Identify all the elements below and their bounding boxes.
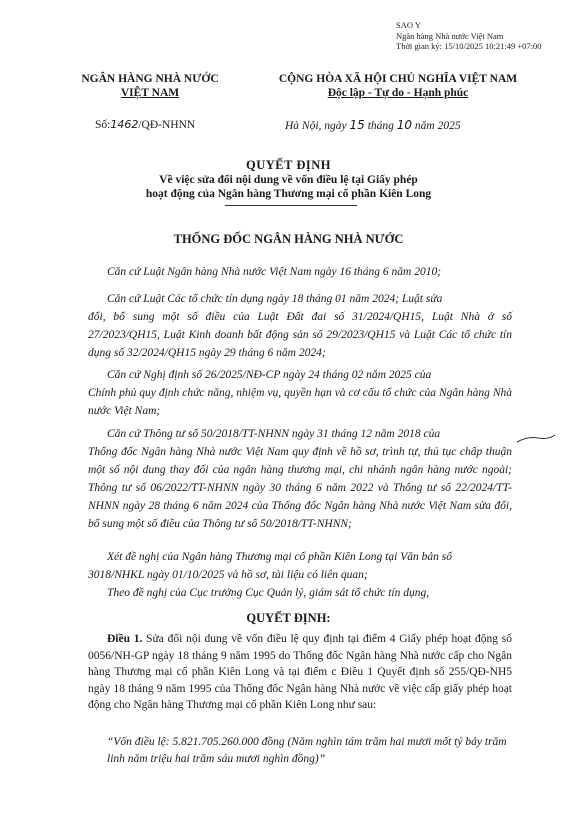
issuing-agency	[70, 72, 230, 100]
document-number-suffix: /QĐ-NHNN	[138, 119, 196, 131]
nation-name: CỘNG HÒA XÃ HỘI CHỦ NGHĨA VIỆT NAM	[278, 73, 518, 85]
place-and-date	[285, 118, 461, 132]
article-1	[88, 631, 512, 714]
subject-line2: hoạt động của Ngân hàng Thương mại cổ phần Kiên Long	[145, 188, 432, 200]
legal-basis-3	[88, 366, 512, 420]
article-1-text: Sửa đổi nội dung về vốn điều lệ quy định tại điểm 4 Giấy phép hoạt động số 0056/NH-GP ngày 18 tháng 9 năm 1995 do Thống đốc Ngân hàng Nhà nước cấp cho Ngân hàng Thương mại cổ phần Kiên Long và tại điểm c Điều 1 Quyết định số 255/QĐ-NH5 ngày 18 tháng 9 năm 1995 của Thống đốc Ngân hàng Nhà nước về việc cấp giấy phép hoạt động cho Ngân hàng Thương mại cổ phần Kiên Long như sau:	[88, 633, 513, 711]
legal-basis-2	[88, 290, 512, 362]
legal-basis-4	[88, 425, 512, 533]
copy-stamp-org: Ngân hàng Nhà nước Việt Nam	[396, 30, 504, 41]
document-number-prefix: Số:	[95, 119, 111, 131]
charter-capital-text: “Vốn điều lệ: 5.821.705.260.000 đồng (Năm nghìn tám trăm hai mươi mốt tỷ bảy trăm linh năm triệu hai trăm sáu mươi nghìn đồng)”	[107, 736, 507, 765]
title-divider	[225, 205, 357, 206]
legal-basis-text: Chính phủ quy định chức năng, nhiệm vụ, quyền hạn và cơ cấu tổ chức của Ngân hàng Nhà nước Việt Nam;	[88, 387, 512, 417]
national-motto: Độc lập - Tự do - Hạnh phúc	[327, 87, 469, 99]
legal-basis-text: đổi, bổ sung một số điều của Luật Đất đai số 31/2024/QH15, Luật Nhà ở số 27/2023/QH15, Luật Kinh doanh bất động sản số 29/2023/QH15 và Luật Các tổ chức tín dụng số 32/2024/QH15 ngày 29 tháng 6 năm 2024;	[88, 311, 512, 359]
legal-basis-text: Căn cứ Luật Ngân hàng Nhà nước Việt Nam ngày 16 tháng 6 năm 2010;	[107, 266, 442, 278]
place-date-text: năm 2025	[412, 120, 461, 132]
article-1-label: Điều 1.	[107, 633, 143, 645]
document-number-handwritten: 1462	[110, 118, 139, 131]
copy-stamp-time: Thời gian ký: 15/10/2025 10:21:49 +07:00	[396, 41, 542, 51]
legal-basis-text: Theo đề nghị của Cục trưởng Cục Quản lý, giám sát tổ chức tín dụng,	[107, 587, 430, 599]
legal-basis-5	[88, 548, 512, 584]
handwritten-day: 15	[349, 118, 365, 132]
document-number	[95, 118, 195, 131]
agency-name-line2: VIỆT NAM	[120, 87, 180, 99]
legal-basis-text: Thống đốc Ngân hàng Nhà nước Việt Nam quy định về hồ sơ, trình tự, thủ tục chấp thuận một số nội dung thay đổi của ngân hàng thương mại, chi nhánh ngân hàng nước ngoài; Thông tư số 06/2022/TT-NHNN ngày 30 tháng 6 năm 2022 và Thông tư số 22/2024/TT-NHNN ngày 28 tháng 6 năm 2024 của Thống đốc Ngân hàng Nhà nước Việt Nam sửa đổi, bổ sung một số điều của Thông tư số 50/2018/TT-NHNN;	[88, 446, 512, 530]
subject-line1: Về việc sửa đổi nội dung về vốn điều lệ tại Giấy phép	[159, 174, 418, 186]
legal-basis-text: Căn cứ Nghị định số 26/2025/NĐ-CP ngày 24 tháng 02 năm 2025 của	[107, 369, 432, 381]
legal-basis-text: 3018/NHKL ngày 01/10/2025 và hồ sơ, tài liệu có liên quan;	[88, 569, 368, 581]
copy-stamp	[396, 20, 542, 52]
legal-basis-text: Căn cứ Thông tư số 50/2018/TT-NHNN ngày 31 tháng 12 năm 2018 của	[107, 428, 441, 440]
national-header	[238, 72, 558, 100]
charter-capital-quote	[88, 734, 512, 768]
legal-basis-6	[107, 584, 512, 602]
decision-heading: QUYẾT ĐỊNH:	[246, 611, 331, 625]
place-date-text: tháng	[364, 120, 397, 132]
issuing-authority: THỐNG ĐỐC NGÂN HÀNG NHÀ NƯỚC	[173, 232, 404, 246]
document-subject	[0, 173, 577, 201]
legal-basis-1	[107, 263, 512, 281]
pen-stroke-mark	[516, 432, 556, 446]
legal-basis-text: Xét đề nghị của Ngân hàng Thương mại cổ phần Kiên Long tại Văn bản số	[107, 551, 452, 563]
copy-stamp-label: SAO Y	[396, 20, 421, 30]
handwritten-month: 10	[396, 118, 413, 132]
place-date-text: Hà Nội, ngày	[285, 120, 350, 132]
agency-name-line1: NGÂN HÀNG NHÀ NƯỚC	[81, 73, 219, 85]
legal-basis-text: Căn cứ Luật Các tổ chức tín dụng ngày 18 tháng 01 năm 2024; Luật sửa	[107, 293, 443, 305]
document-type-title: QUYẾT ĐỊNH	[246, 158, 331, 172]
